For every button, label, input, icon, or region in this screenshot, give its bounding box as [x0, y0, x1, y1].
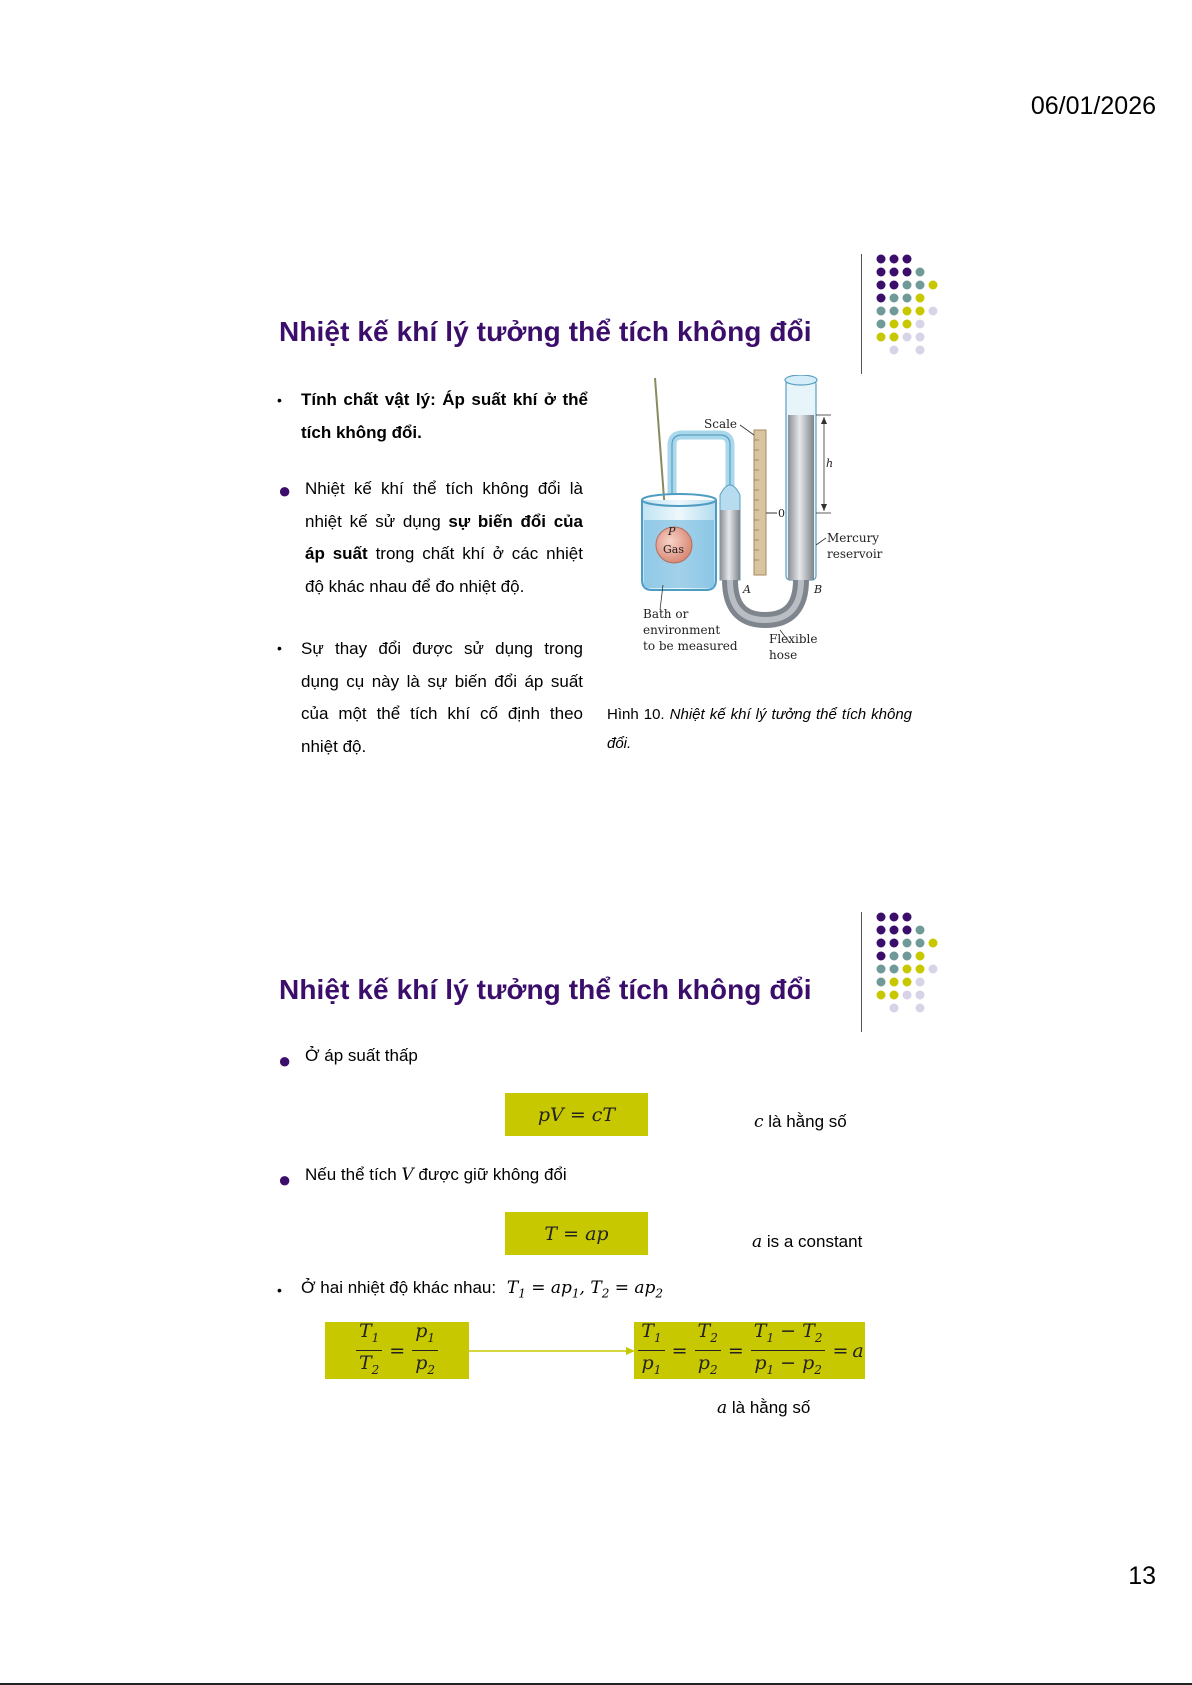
note-c-text: là hằng số: [763, 1112, 847, 1131]
figure-label-gas: Gas: [663, 543, 684, 556]
gas-thermometer-figure: [630, 375, 900, 670]
f4-c-num2: T: [802, 1320, 815, 1343]
figure-label-zero: 0: [778, 507, 785, 520]
slide-2-bullet-2: [305, 1165, 567, 1185]
caption-prefix: Hình 10.: [607, 706, 670, 723]
f4-c-den2s: 2: [814, 1362, 822, 1377]
f4-result: a: [852, 1339, 864, 1362]
eq-s2: 2: [601, 1286, 610, 1301]
eq-s1b: 1: [571, 1286, 580, 1301]
eq-t2: T: [590, 1278, 602, 1298]
figure-label-scale: Scale: [704, 417, 738, 431]
figure-label-mercury-1: Mercury: [827, 531, 880, 545]
formula-chain: $\frac{T_1}{p_1}$ = $\frac{T_2}{p_2}$ = $\frac{T_1 - T_2}{p_1 - p_2}$ = a: [634, 1322, 865, 1379]
figure-label-a: A: [743, 583, 751, 596]
bullet-2-pre: Nếu thể tích: [305, 1165, 402, 1184]
note-a-text: is a constant: [762, 1232, 863, 1251]
note-a-constant-2: [717, 1398, 810, 1418]
f4-c-den1s: 1: [766, 1362, 775, 1377]
eq-ap1: = ap: [525, 1278, 572, 1298]
dot-grid: [877, 913, 938, 1013]
f4-c-num1s: 1: [766, 1331, 775, 1345]
header-date: 06/01/2026: [1030, 92, 1156, 120]
frac-t1-p1: [638, 1319, 664, 1382]
f3-num1s: 1: [371, 1331, 380, 1345]
eq-ap2: = ap: [609, 1278, 656, 1298]
frac-t1-t2: [356, 1319, 382, 1382]
note-a2-text: là hằng số: [727, 1398, 811, 1417]
f3-num2s: 1: [427, 1331, 436, 1345]
figure-caption: [607, 700, 912, 758]
f3-num1: T: [358, 1320, 372, 1343]
figure-label-h: h: [826, 457, 834, 470]
bullet-3-equation: [506, 1278, 664, 1301]
f4-c-den1: p: [754, 1352, 767, 1374]
note-a2-var: a: [717, 1398, 728, 1418]
bullet-marker: •: [277, 392, 282, 408]
note-c-constant: [754, 1112, 847, 1132]
eq-comma: ,: [579, 1278, 591, 1298]
note-c-var: c: [754, 1112, 764, 1132]
f4-c-den2: p: [802, 1352, 815, 1374]
bullet-2-part-1: Nhiệt kế khí thể tích không đổi là nhiệt kế sử dụng: [305, 479, 583, 531]
slide-1-divider: [861, 254, 862, 374]
f4-c-minus: −: [774, 1320, 803, 1343]
f3-den1s: 2: [371, 1362, 380, 1377]
bullet-2-bold: sự biến đổi của áp suất: [305, 511, 583, 563]
arrow-right-icon: [469, 1344, 635, 1358]
bullet-marker: •: [277, 640, 282, 656]
slide-1-bullet-1: Tính chất vật lý: Áp suất khí ở thể tích không đổi.: [301, 390, 588, 442]
f4-c-num1: T: [753, 1320, 767, 1343]
f3-den1: T: [358, 1352, 372, 1374]
frac-t2-p2: [695, 1319, 721, 1382]
f3-num2: p: [415, 1320, 428, 1343]
bullet-marker: •: [277, 1282, 282, 1298]
f4-b-dens: 2: [709, 1362, 718, 1377]
formula-t-ap: T = ap: [505, 1212, 648, 1255]
dot-grid: [877, 255, 938, 355]
f4-a-dens: 1: [653, 1362, 662, 1377]
note-a-var: a: [752, 1232, 763, 1252]
f3-den2: p: [415, 1352, 428, 1374]
frac-p1-p2: [412, 1319, 438, 1382]
f4-a-num: T: [641, 1320, 654, 1343]
slide-1-bullet-2: [305, 473, 583, 603]
f4-a-nums: 1: [653, 1331, 662, 1345]
figure-label-bath-1: Bath or: [643, 607, 689, 621]
slide-1-title: Nhiệt kế khí lý tưởng thể tích không đổi: [279, 316, 812, 347]
figure-label-b: B: [814, 583, 823, 596]
f4-b-num: T: [697, 1320, 711, 1343]
f4-c-num2s: 2: [814, 1331, 823, 1345]
bullet-marker: ●: [278, 478, 292, 503]
page-number: 13: [1128, 1562, 1156, 1590]
figure-label-bath-2: environment: [643, 623, 721, 637]
f4-b-den: p: [697, 1352, 710, 1374]
slide-2-title: Nhiệt kế khí lý tưởng thể tích không đổi: [279, 974, 812, 1005]
bullet-2-var: V: [401, 1165, 414, 1185]
figure-label-hose-1: Flexible: [769, 632, 818, 646]
bullet-2-part-2: trong chất khí ở các nhiệt độ khác nhau để đo nhiệt độ.: [305, 544, 583, 596]
figure-label-mercury-2: reservoir: [827, 547, 883, 561]
figure-label-p: P: [668, 525, 676, 538]
slide-2-divider: [861, 912, 862, 1032]
bullet-3-text: Ở hai nhiệt độ khác nhau:: [301, 1278, 497, 1297]
f3-den2s: 2: [427, 1362, 436, 1377]
f4-c-minus-den: −: [774, 1352, 803, 1374]
bullet-2-post: được giữ không đổi: [413, 1165, 567, 1184]
frac-difference: [751, 1319, 826, 1382]
eq-s2b: 2: [655, 1286, 664, 1301]
figure-label-bath-3: to be measured: [643, 639, 738, 653]
bullet-marker: ●: [278, 1048, 292, 1073]
bullet-marker: ●: [278, 1167, 292, 1192]
slide-2-dot-pattern-icon: [870, 908, 940, 1018]
slide-2-bullet-1: Ở áp suất thấp: [305, 1046, 418, 1065]
formula-pv-ct: pV = cT: [505, 1093, 648, 1136]
caption-italic: Nhiệt kế khí lý tưởng thể tích không đổi.: [607, 706, 913, 752]
f4-b-nums: 2: [710, 1331, 718, 1345]
eq-t1: T: [506, 1278, 519, 1298]
slide-1-bullet-3: Sự thay đổi được sử dụng trong dụng cụ này là sự biến đổi áp suất của một thể tích khí cố định theo nhiệt độ.: [301, 639, 583, 756]
formula-ratio: $\frac{T_1}{T_2}$ = $\frac{p_1}{p_2}$: [325, 1322, 469, 1379]
eq-s1: 1: [518, 1286, 526, 1301]
slide-2-bullet-3: [301, 1278, 663, 1300]
figure-label-hose-2: hose: [769, 648, 798, 662]
f4-a-den: p: [641, 1352, 654, 1374]
note-a-constant: [752, 1232, 862, 1252]
slide-1-dot-pattern-icon: [870, 250, 940, 360]
